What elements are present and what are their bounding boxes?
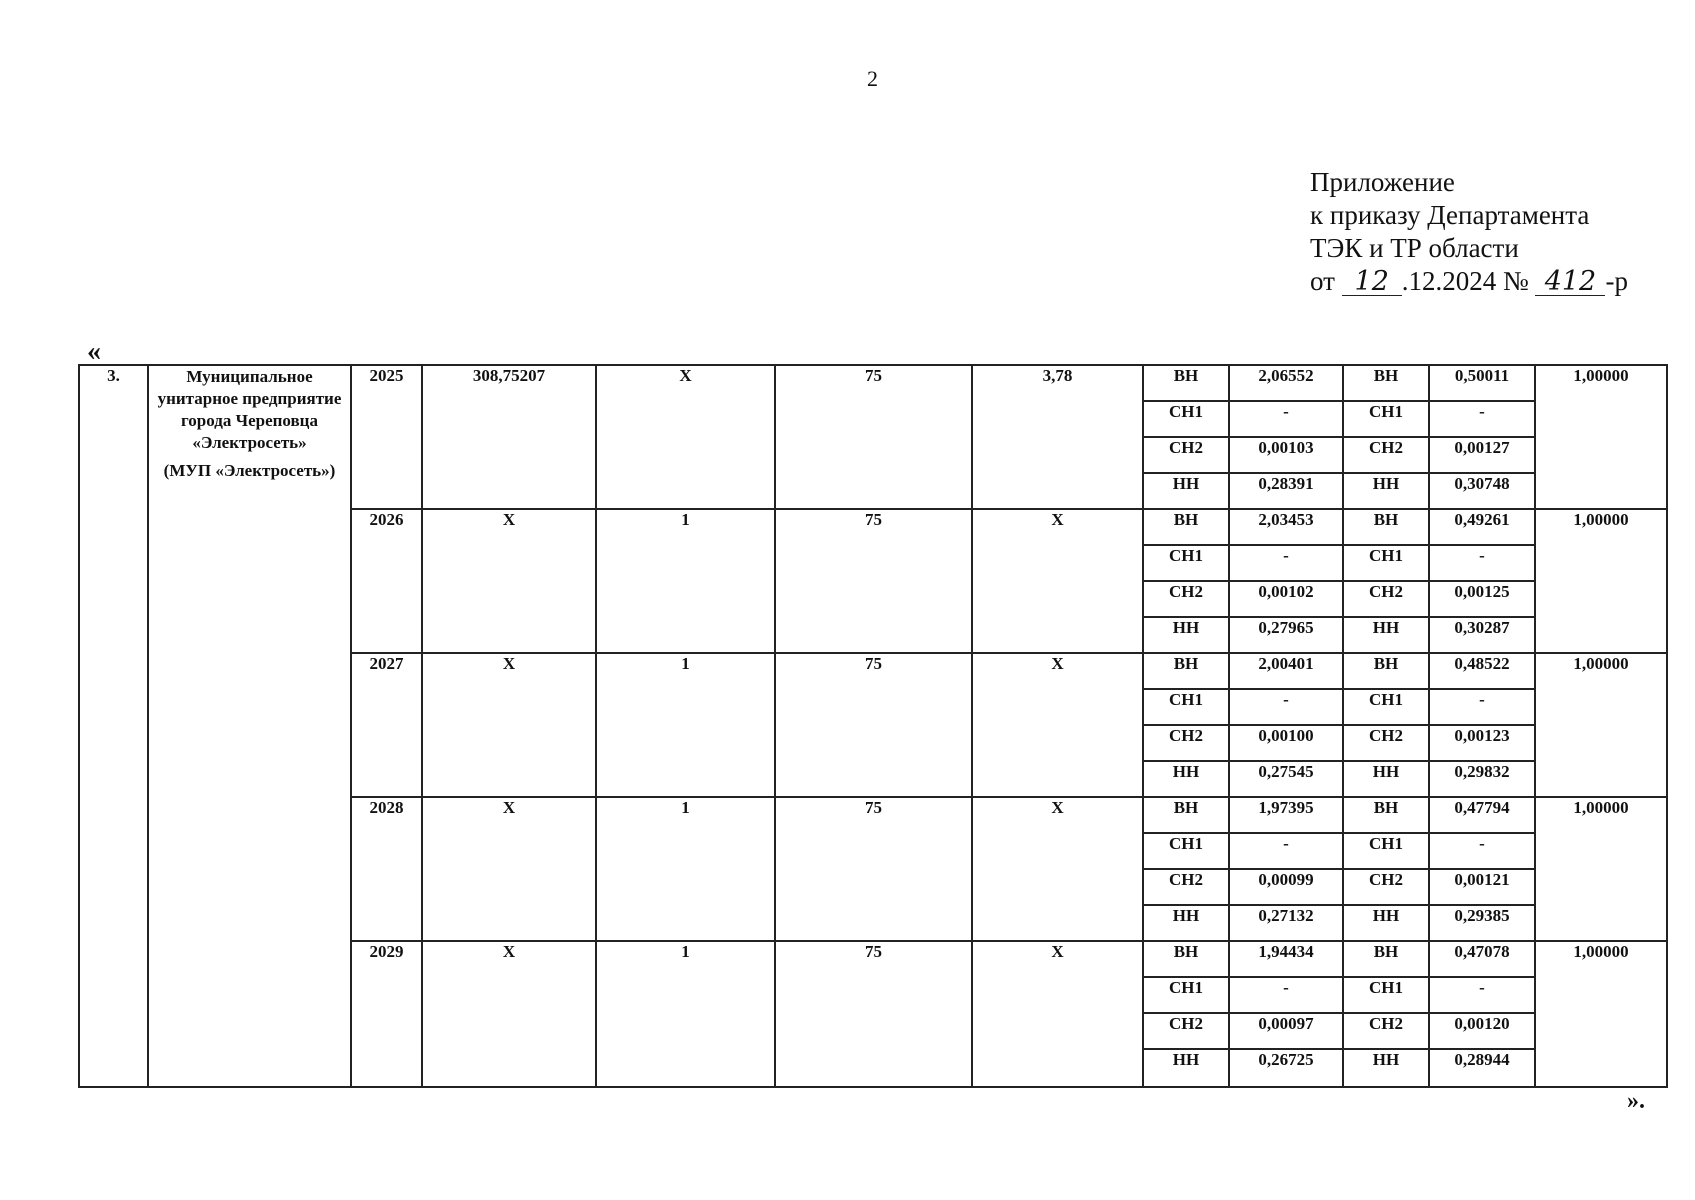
voltage-level-label-2: СН1 <box>1343 977 1429 1013</box>
voltage-level-value-2: 0,00125 <box>1429 581 1535 617</box>
appendix-date-line <box>1310 265 1628 298</box>
year-cell: 2026 <box>351 509 422 653</box>
voltage-level-value-2: - <box>1429 401 1535 437</box>
appendix-line-1: Приложение <box>1310 167 1455 197</box>
value-cell-c3: 75 <box>775 941 972 1087</box>
voltage-level-label-2: СН2 <box>1343 869 1429 905</box>
voltage-level-value-2: 0,00123 <box>1429 725 1535 761</box>
value-cell-c4: Х <box>972 509 1143 653</box>
year-cell: 2029 <box>351 941 422 1087</box>
voltage-level-value-2: 0,00120 <box>1429 1013 1535 1049</box>
coefficient-cell: 1,00000 <box>1535 653 1667 797</box>
organization-name: Муниципальное унитарное предприятие города Череповца «Электросеть» <box>157 367 342 452</box>
voltage-level-label: ВН <box>1143 365 1229 401</box>
voltage-level-value-2: - <box>1429 689 1535 725</box>
voltage-level-value: - <box>1229 833 1343 869</box>
voltage-level-label: НН <box>1143 617 1229 653</box>
voltage-level-label: НН <box>1143 761 1229 797</box>
voltage-level-value: 2,06552 <box>1229 365 1343 401</box>
voltage-level-label: СН1 <box>1143 689 1229 725</box>
voltage-level-value-2: - <box>1429 977 1535 1013</box>
voltage-level-label: СН1 <box>1143 977 1229 1013</box>
voltage-level-value: - <box>1229 401 1343 437</box>
voltage-level-value: 0,27965 <box>1229 617 1343 653</box>
voltage-level-label-2: НН <box>1343 761 1429 797</box>
voltage-level-label: НН <box>1143 473 1229 509</box>
year-cell: 2028 <box>351 797 422 941</box>
voltage-level-label-2: НН <box>1343 473 1429 509</box>
value-cell-c3: 75 <box>775 653 972 797</box>
voltage-level-value: 1,97395 <box>1229 797 1343 833</box>
value-cell-c1: Х <box>422 941 596 1087</box>
voltage-level-value: 1,94434 <box>1229 941 1343 977</box>
voltage-level-label-2: СН1 <box>1343 833 1429 869</box>
organization-cell <box>148 365 351 1087</box>
voltage-level-value: 0,27545 <box>1229 761 1343 797</box>
voltage-level-label: СН2 <box>1143 581 1229 617</box>
voltage-level-value-2: 0,29832 <box>1429 761 1535 797</box>
voltage-level-value-2: 0,30287 <box>1429 617 1535 653</box>
voltage-level-label-2: НН <box>1343 617 1429 653</box>
voltage-level-value-2: 0,47794 <box>1429 797 1535 833</box>
voltage-level-label-2: СН2 <box>1343 581 1429 617</box>
voltage-level-value-2: - <box>1429 545 1535 581</box>
value-cell-c2: 1 <box>596 509 775 653</box>
voltage-level-label: НН <box>1143 905 1229 941</box>
from-prefix: от <box>1310 266 1335 296</box>
voltage-level-label: СН2 <box>1143 437 1229 473</box>
voltage-level-label: ВН <box>1143 653 1229 689</box>
year-cell: 2027 <box>351 653 422 797</box>
value-cell-c2: 1 <box>596 653 775 797</box>
voltage-level-value: 2,03453 <box>1229 509 1343 545</box>
voltage-level-value-2: 0,49261 <box>1429 509 1535 545</box>
value-cell-c1: 308,75207 <box>422 365 596 509</box>
coefficient-cell: 1,00000 <box>1535 509 1667 653</box>
voltage-level-label-2: ВН <box>1343 797 1429 833</box>
value-cell-c4: Х <box>972 941 1143 1087</box>
voltage-level-label: СН1 <box>1143 545 1229 581</box>
voltage-level-value-2: 0,29385 <box>1429 905 1535 941</box>
voltage-level-value: 0,26725 <box>1229 1049 1343 1087</box>
voltage-level-label-2: СН1 <box>1343 401 1429 437</box>
voltage-level-label-2: СН2 <box>1343 1013 1429 1049</box>
appendix-line-2: к приказу Департамента <box>1310 200 1590 230</box>
value-cell-c3: 75 <box>775 365 972 509</box>
voltage-level-label-2: СН2 <box>1343 437 1429 473</box>
voltage-level-label: СН2 <box>1143 1013 1229 1049</box>
value-cell-c3: 75 <box>775 797 972 941</box>
voltage-level-label-2: СН2 <box>1343 725 1429 761</box>
organization-abbreviation: (МУП «Электросеть») <box>163 461 336 480</box>
value-cell-c1: Х <box>422 509 596 653</box>
coefficient-cell: 1,00000 <box>1535 365 1667 509</box>
voltage-level-label-2: НН <box>1343 905 1429 941</box>
voltage-level-label: СН2 <box>1143 869 1229 905</box>
voltage-level-label: ВН <box>1143 941 1229 977</box>
voltage-level-label: СН1 <box>1143 833 1229 869</box>
value-cell-c1: Х <box>422 797 596 941</box>
voltage-level-value: - <box>1229 545 1343 581</box>
value-cell-c4: Х <box>972 797 1143 941</box>
year-cell: 2025 <box>351 365 422 509</box>
voltage-level-value: 0,27132 <box>1229 905 1343 941</box>
voltage-level-value-2: 0,47078 <box>1429 941 1535 977</box>
voltage-level-value: 0,00102 <box>1229 581 1343 617</box>
voltage-level-label: НН <box>1143 1049 1229 1087</box>
value-cell-c4: Х <box>972 653 1143 797</box>
voltage-level-value-2: 0,50011 <box>1429 365 1535 401</box>
value-cell-c2: 1 <box>596 941 775 1087</box>
date-rest: .12.2024 № <box>1401 266 1529 296</box>
voltage-level-value: 0,00103 <box>1229 437 1343 473</box>
voltage-level-value-2: 0,30748 <box>1429 473 1535 509</box>
voltage-level-label-2: ВН <box>1343 365 1429 401</box>
value-cell-c3: 75 <box>775 509 972 653</box>
coefficient-cell: 1,00000 <box>1535 797 1667 941</box>
table-row <box>79 365 1667 401</box>
voltage-level-label: СН2 <box>1143 725 1229 761</box>
closing-quote: ». <box>1627 1088 1645 1114</box>
voltage-level-label-2: СН1 <box>1343 689 1429 725</box>
value-cell-c2: Х <box>596 365 775 509</box>
voltage-level-label-2: СН1 <box>1343 545 1429 581</box>
value-cell-c2: 1 <box>596 797 775 941</box>
order-suffix: -р <box>1605 266 1628 296</box>
voltage-level-value: 0,00099 <box>1229 869 1343 905</box>
voltage-level-label: ВН <box>1143 509 1229 545</box>
handwritten-order-number: 412 <box>1535 269 1605 296</box>
entry-number: 3. <box>79 365 148 1087</box>
page-number: 2 <box>867 66 878 91</box>
appendix-line-3: ТЭК и ТР области <box>1310 233 1519 263</box>
opening-quote: « <box>87 336 101 367</box>
handwritten-day: 12 <box>1342 269 1402 296</box>
coefficient-cell: 1,00000 <box>1535 941 1667 1087</box>
voltage-level-label-2: ВН <box>1343 653 1429 689</box>
voltage-level-label: СН1 <box>1143 401 1229 437</box>
voltage-level-value: 2,00401 <box>1229 653 1343 689</box>
voltage-level-value: 0,00100 <box>1229 725 1343 761</box>
voltage-level-value: - <box>1229 689 1343 725</box>
voltage-level-value-2: 0,48522 <box>1429 653 1535 689</box>
voltage-level-value: 0,28391 <box>1229 473 1343 509</box>
voltage-level-value: 0,00097 <box>1229 1013 1343 1049</box>
voltage-level-label-2: ВН <box>1343 509 1429 545</box>
voltage-level-value-2: 0,00121 <box>1429 869 1535 905</box>
voltage-level-value-2: 0,28944 <box>1429 1049 1535 1087</box>
voltage-level-label: ВН <box>1143 797 1229 833</box>
voltage-level-value: - <box>1229 977 1343 1013</box>
voltage-level-value-2: 0,00127 <box>1429 437 1535 473</box>
value-cell-c4: 3,78 <box>972 365 1143 509</box>
tariff-table <box>78 364 1668 1088</box>
voltage-level-label-2: НН <box>1343 1049 1429 1087</box>
voltage-level-label-2: ВН <box>1343 941 1429 977</box>
value-cell-c1: Х <box>422 653 596 797</box>
appendix-header <box>1310 166 1628 298</box>
voltage-level-value-2: - <box>1429 833 1535 869</box>
